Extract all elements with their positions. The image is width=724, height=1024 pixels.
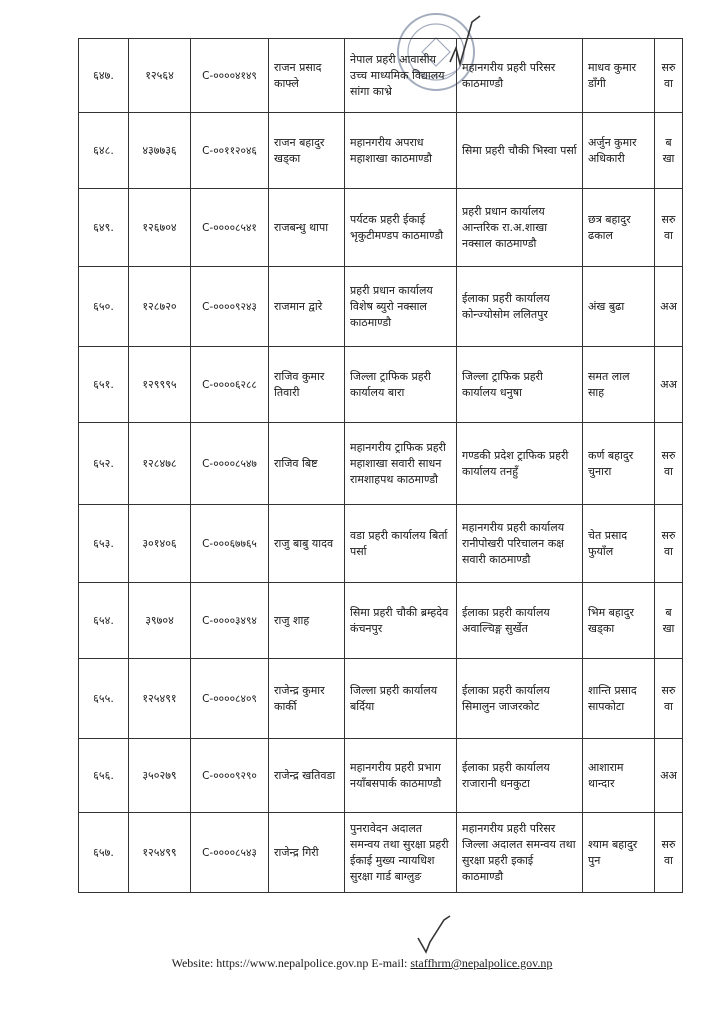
serial-number-cell: ६५१. xyxy=(79,347,129,423)
to-office-cell: महानगरीय प्रहरी कार्यालय रानीपोखरी परिचालन कक्ष सवारी काठमाण्डौ xyxy=(457,505,583,583)
person-name-cell: राजेन्द्र खतिवडा xyxy=(269,739,345,813)
code-number-cell: C-००००८५४७ xyxy=(191,423,269,505)
table-row xyxy=(79,267,683,347)
serial-number-cell: ६५३. xyxy=(79,505,129,583)
personnel-id-cell: १२५४९९ xyxy=(129,813,191,893)
action-type-cell: सरुवा xyxy=(655,423,683,505)
transfer-table xyxy=(78,38,683,893)
to-office-cell: महानगरीय प्रहरी परिसर जिल्ला अदालत समन्वय तथा सुरक्षा प्रहरी इकाई काठमाण्डौ xyxy=(457,813,583,893)
from-office-cell: नेपाल प्रहरी आवासीय उच्च माध्यमिक विद्यालय सांगा काभ्रे xyxy=(345,39,457,113)
action-type-cell: सरुवा xyxy=(655,505,683,583)
personnel-id-cell: ३०१४०६ xyxy=(129,505,191,583)
recommender-cell: कर्ण बहादुर चुनारा xyxy=(583,423,655,505)
personnel-id-cell: १२५६४ xyxy=(129,39,191,113)
table-row xyxy=(79,505,683,583)
recommender-cell: अर्जुन कुमार अधिकारी xyxy=(583,113,655,189)
personnel-id-cell: ३५०२७९ xyxy=(129,739,191,813)
action-type-cell: अअ xyxy=(655,347,683,423)
personnel-id-cell: ३९७०४ xyxy=(129,583,191,659)
person-name-cell: राजमान द्वारे xyxy=(269,267,345,347)
serial-number-cell: ६५७. xyxy=(79,813,129,893)
table-row xyxy=(79,347,683,423)
serial-number-cell: ६४७. xyxy=(79,39,129,113)
from-office-cell: जिल्ला ट्राफिक प्रहरी कार्यालय बारा xyxy=(345,347,457,423)
person-name-cell: राजबन्धु थापा xyxy=(269,189,345,267)
to-office-cell: ईलाका प्रहरी कार्यालय कोन्ज्योसोम ललितपुर xyxy=(457,267,583,347)
person-name-cell: राजन प्रसाद काफ्ले xyxy=(269,39,345,113)
code-number-cell: C-००००३४९४ xyxy=(191,583,269,659)
page-footer xyxy=(0,956,724,971)
serial-number-cell: ६४८. xyxy=(79,113,129,189)
to-office-cell: ईलाका प्रहरी कार्यालय अवाल्चिङ्ग सुर्खेत xyxy=(457,583,583,659)
personnel-id-cell: १२५४९१ xyxy=(129,659,191,739)
from-office-cell: महानगरीय अपराध महाशाखा काठमाण्डौ xyxy=(345,113,457,189)
personnel-id-cell: १२९९९५ xyxy=(129,347,191,423)
code-number-cell: C-००००८४०९ xyxy=(191,659,269,739)
table-row xyxy=(79,813,683,893)
person-name-cell: राजिव बिष्ट xyxy=(269,423,345,505)
code-number-cell: C-००००४१४९ xyxy=(191,39,269,113)
table-row xyxy=(79,39,683,113)
from-office-cell: पर्यटक प्रहरी ईकाई भृकुटीमण्डप काठमाण्डौ xyxy=(345,189,457,267)
person-name-cell: राजु शाह xyxy=(269,583,345,659)
action-type-cell: सरुवा xyxy=(655,813,683,893)
signature-mark-bottom xyxy=(414,912,454,956)
recommender-cell: भिम बहादुर खड्का xyxy=(583,583,655,659)
code-number-cell: C-००००८५४१ xyxy=(191,189,269,267)
serial-number-cell: ६५२. xyxy=(79,423,129,505)
table-row xyxy=(79,113,683,189)
serial-number-cell: ६४९. xyxy=(79,189,129,267)
table-row xyxy=(79,583,683,659)
recommender-cell: छत्र बहादुर ढकाल xyxy=(583,189,655,267)
serial-number-cell: ६५०. xyxy=(79,267,129,347)
recommender-cell: अंख बुढा xyxy=(583,267,655,347)
action-type-cell: सरुवा xyxy=(655,189,683,267)
to-office-cell: जिल्ला ट्राफिक प्रहरी कार्यालय धनुषा xyxy=(457,347,583,423)
personnel-id-cell: १२८४७८ xyxy=(129,423,191,505)
recommender-cell: चेत प्रसाद फुयाँल xyxy=(583,505,655,583)
person-name-cell: राजेन्द्र कुमार कार्की xyxy=(269,659,345,739)
to-office-cell: गण्डकी प्रदेश ट्राफिक प्रहरी कार्यालय तनहुँ xyxy=(457,423,583,505)
action-type-cell: सरुवा xyxy=(655,39,683,113)
recommender-cell: आशाराम थान्दार xyxy=(583,739,655,813)
to-office-cell: महानगरीय प्रहरी परिसर काठमाण्डौ xyxy=(457,39,583,113)
from-office-cell: महानगरीय प्रहरी प्रभाग नयाँबसपार्क काठमाण्डौ xyxy=(345,739,457,813)
action-type-cell: सरुवा xyxy=(655,659,683,739)
website-link[interactable]: https://www.nepalpolice.gov.np xyxy=(216,956,369,970)
from-office-cell: सिमा प्रहरी चौकी ब्रम्हदेव कंचनपुर xyxy=(345,583,457,659)
code-number-cell: C-०००६७७६५ xyxy=(191,505,269,583)
to-office-cell: ईलाका प्रहरी कार्यालय सिमालुन जाजरकोट xyxy=(457,659,583,739)
serial-number-cell: ६५६. xyxy=(79,739,129,813)
code-number-cell: C-००००६२८८ xyxy=(191,347,269,423)
person-name-cell: राजेन्द्र गिरी xyxy=(269,813,345,893)
action-type-cell: अअ xyxy=(655,267,683,347)
website-label: Website: xyxy=(171,956,214,970)
from-office-cell: पुनरावेदन अदालत समन्वय तथा सुरक्षा प्रहरी ईकाई मुख्य न्यायधिश सुरक्षा गार्ड बाग्लुङ xyxy=(345,813,457,893)
serial-number-cell: ६५४. xyxy=(79,583,129,659)
recommender-cell: माधव कुमार डाँगी xyxy=(583,39,655,113)
person-name-cell: राजन बहादुर खड्का xyxy=(269,113,345,189)
personnel-id-cell: १२८७२० xyxy=(129,267,191,347)
serial-number-cell: ६५५. xyxy=(79,659,129,739)
person-name-cell: राजिव कुमार तिवारी xyxy=(269,347,345,423)
code-number-cell: C-००११२०४६ xyxy=(191,113,269,189)
email-link[interactable]: staffhrm@nepalpolice.gov.np xyxy=(410,956,553,970)
code-number-cell: C-००००९२४३ xyxy=(191,267,269,347)
person-name-cell: राजु बाबु यादव xyxy=(269,505,345,583)
code-number-cell: C-००००९२९० xyxy=(191,739,269,813)
recommender-cell: श्याम बहादुर पुन xyxy=(583,813,655,893)
personnel-id-cell: ४३७७३६ xyxy=(129,113,191,189)
from-office-cell: महानगरीय ट्राफिक प्रहरी महाशाखा सवारी साधन रामशाहपथ काठमाण्डौ xyxy=(345,423,457,505)
to-office-cell: सिमा प्रहरी चौकी भिस्वा पर्सा xyxy=(457,113,583,189)
recommender-cell: समत लाल साह xyxy=(583,347,655,423)
table-body xyxy=(79,39,683,893)
recommender-cell: शान्ति प्रसाद सापकोटा xyxy=(583,659,655,739)
action-type-cell: अअ xyxy=(655,739,683,813)
personnel-id-cell: १२६७०४ xyxy=(129,189,191,267)
to-office-cell: प्रहरी प्रधान कार्यालय आन्तरिक रा.अ.शाखा नक्साल काठमाण्डौ xyxy=(457,189,583,267)
to-office-cell: ईलाका प्रहरी कार्यालय राजारानी धनकुटा xyxy=(457,739,583,813)
from-office-cell: जिल्ला प्रहरी कार्यालय बर्दिया xyxy=(345,659,457,739)
from-office-cell: वडा प्रहरी कार्यालय बिर्ता पर्सा xyxy=(345,505,457,583)
table-row xyxy=(79,659,683,739)
from-office-cell: प्रहरी प्रधान कार्यालय विशेष ब्युरो नक्साल काठमाण्डौ xyxy=(345,267,457,347)
table-row xyxy=(79,423,683,505)
action-type-cell: बखा xyxy=(655,113,683,189)
email-label: E-mail: xyxy=(371,956,408,970)
code-number-cell: C-००००८५४३ xyxy=(191,813,269,893)
table-row xyxy=(79,189,683,267)
table-row xyxy=(79,739,683,813)
action-type-cell: बखा xyxy=(655,583,683,659)
